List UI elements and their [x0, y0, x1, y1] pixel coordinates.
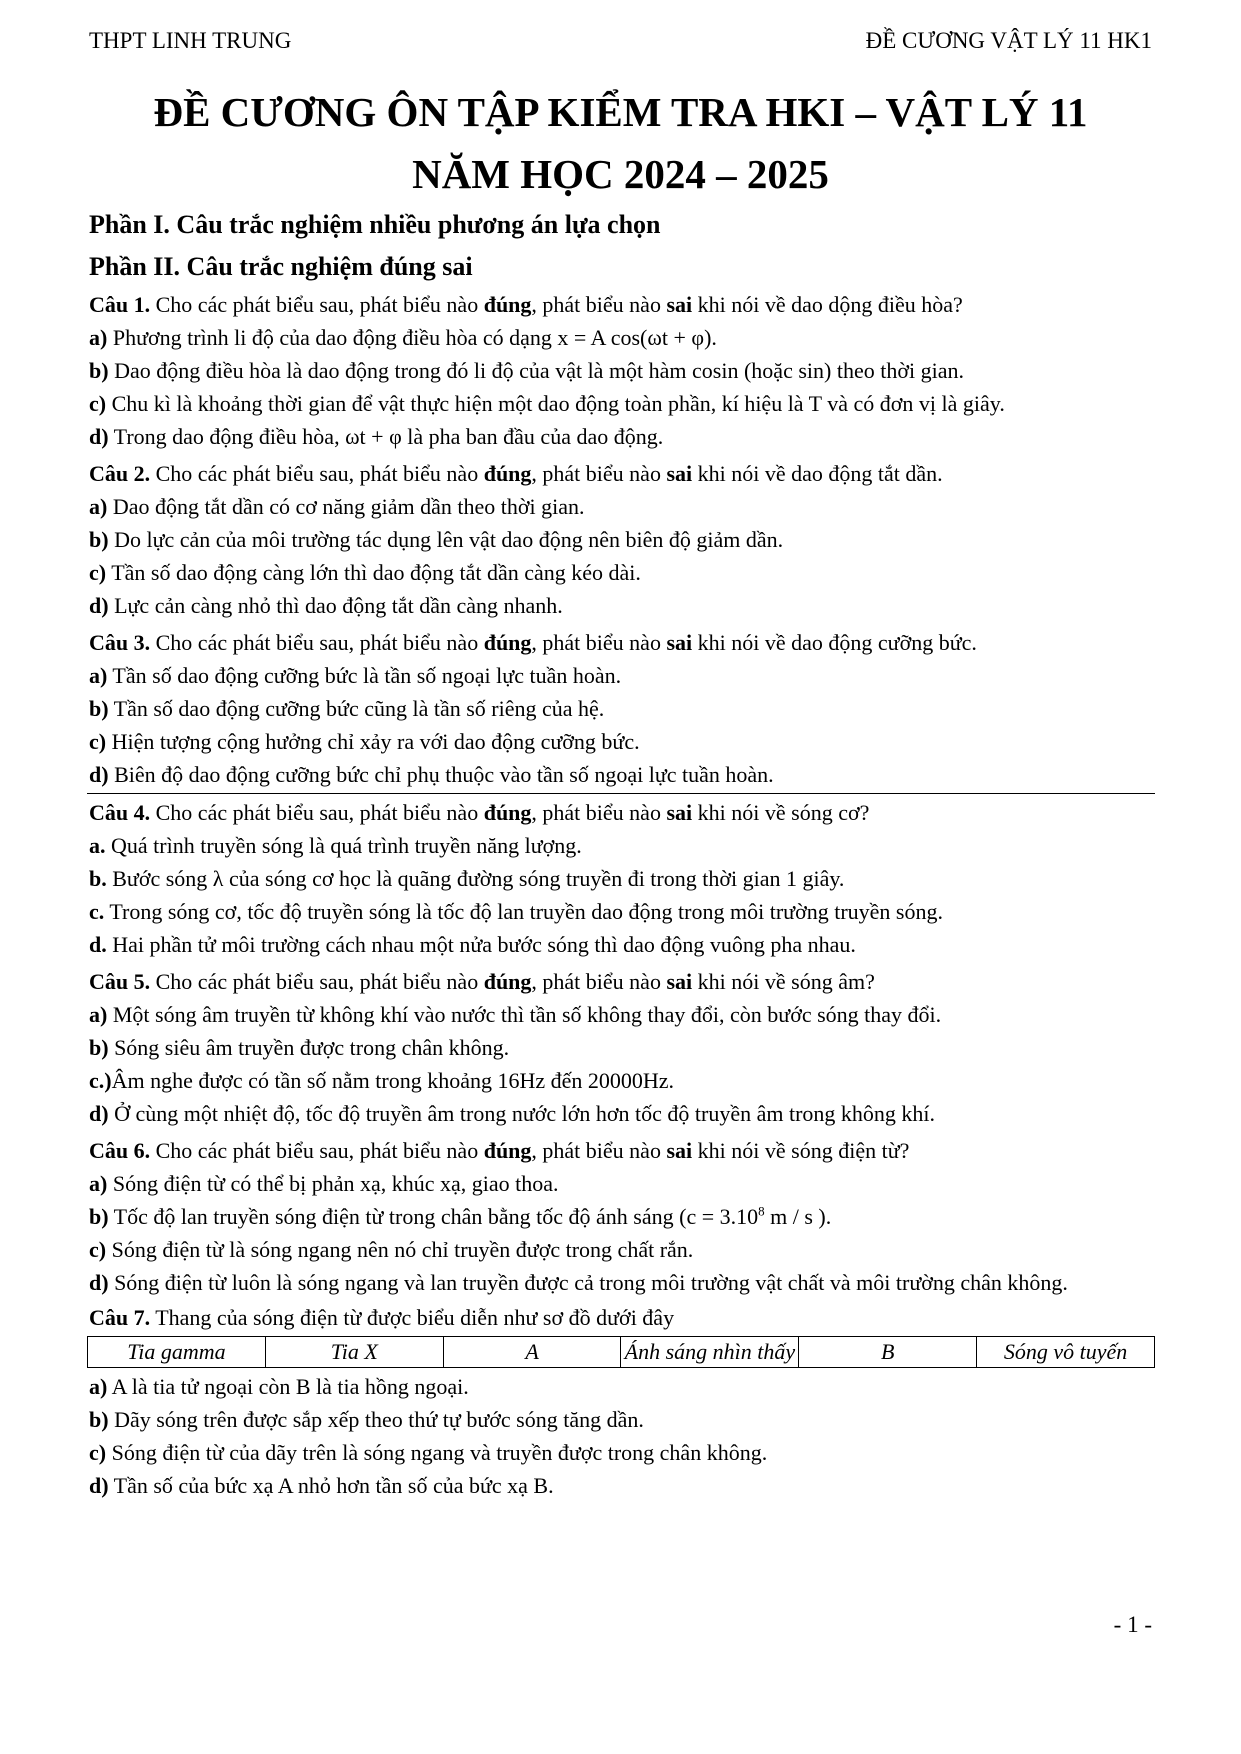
option-text: Một sóng âm truyền từ không khí vào nước thì tần số không thay đổi, còn bước sóng thay đổi. — [107, 1002, 942, 1027]
part-2-heading: Phần II. Câu trắc nghiệm đúng sai — [89, 252, 473, 281]
option-text: Tần số dao động càng lớn thì dao động tắt dần càng kéo dài. — [106, 560, 641, 585]
option-text: Sóng điện từ luôn là sóng ngang và lan truyền được cả trong môi trường vật chất và môi trường chân không. — [108, 1270, 1068, 1295]
section-divider — [87, 793, 1155, 794]
question-6 — [89, 1134, 1159, 1299]
question-stem — [89, 457, 1159, 490]
stem-text: khi nói về — [692, 461, 792, 486]
question-stem — [89, 288, 1159, 321]
option-text: Dãy sóng trên được sắp xếp theo thứ tự bước sóng tăng dần. — [108, 1407, 644, 1432]
option-text: Dao động tắt dần có cơ năng giảm dần theo thời gian. — [107, 494, 585, 519]
table-cell: Sóng vô tuyến — [977, 1337, 1155, 1368]
table-cell: B — [799, 1337, 977, 1368]
stem-keyword-true: đúng — [483, 292, 532, 317]
option-d — [89, 928, 1159, 961]
option-c — [89, 387, 1159, 420]
option-text: Âm nghe được có tần số nằm trong khoảng 16Hz đến 20000Hz. — [111, 1068, 675, 1093]
part-1-heading: Phần I. Câu trắc nghiệm nhiều phương án lựa chọn — [89, 210, 661, 239]
option-key: a) — [89, 494, 108, 519]
option-text: Tần số của bức xạ A nhỏ hơn tần số của bức xạ B. — [108, 1473, 554, 1498]
option-key: d) — [89, 1473, 109, 1498]
option-text: Phương trình li độ của dao động điều hòa có dạng x = A cos(ωt + φ). — [107, 325, 717, 350]
option-b — [89, 1200, 1159, 1233]
question-stem — [89, 1301, 1159, 1334]
option-b — [89, 862, 1159, 895]
option-a — [89, 829, 1159, 862]
option-d — [89, 1266, 1159, 1299]
option-text: Hai phần tử môi trường cách nhau một nửa bước sóng thì dao động vuông pha nhau. — [106, 932, 856, 957]
option-key: a) — [89, 1374, 108, 1399]
stem-text: , phát biểu nào — [531, 630, 667, 655]
question-label: Câu 1. — [89, 292, 151, 317]
option-text: Dao động điều hòa là dao động trong đó li độ của vật là một hàm cosin (hoặc sin) theo thời gian. — [108, 358, 964, 383]
option-key: d. — [89, 932, 107, 957]
option-text: Sóng siêu âm truyền được trong chân không. — [108, 1035, 510, 1060]
question-stem — [89, 1134, 1159, 1167]
question-topic: dao dộng điều hòa? — [791, 292, 963, 317]
option-c — [89, 1064, 1159, 1097]
question-4 — [89, 796, 1159, 961]
question-topic: dao động cưỡng bức. — [791, 630, 977, 655]
option-c — [89, 895, 1159, 928]
stem-keyword-false: sai — [666, 969, 693, 994]
stem-text: khi nói về — [692, 292, 792, 317]
option-a — [89, 1167, 1159, 1200]
option-key: d) — [89, 1101, 109, 1126]
option-c — [89, 1436, 1159, 1469]
table-cell: Tia gamma — [88, 1337, 266, 1368]
option-d — [89, 420, 1159, 453]
question-1 — [89, 288, 1159, 453]
option-key: d) — [89, 762, 109, 787]
stem-text: Cho các phát biểu sau, phát biểu nào — [150, 800, 484, 825]
option-key: b) — [89, 1035, 109, 1060]
question-topic: sóng cơ? — [791, 800, 870, 825]
option-c — [89, 556, 1159, 589]
option-key: c. — [89, 899, 105, 924]
option-text: Quá trình truyền sóng là quá trình truyền năng lượng. — [105, 833, 582, 858]
option-key: a) — [89, 325, 108, 350]
question-topic: dao động tắt dần. — [791, 461, 943, 486]
option-key: b. — [89, 866, 107, 891]
option-key: b) — [89, 358, 109, 383]
table-cell: A — [443, 1337, 621, 1368]
question-label: Câu 6. — [89, 1138, 151, 1163]
option-key: c) — [89, 560, 107, 585]
option-superscript: 8 — [758, 1203, 765, 1219]
stem-keyword-false: sai — [666, 292, 693, 317]
stem-keyword-true: đúng — [483, 630, 532, 655]
question-5 — [89, 965, 1159, 1130]
stem-keyword-false: sai — [666, 800, 693, 825]
question-list — [89, 288, 1159, 1299]
option-key: d) — [89, 1270, 109, 1295]
stem-keyword-false: sai — [666, 630, 693, 655]
question-label: Câu 5. — [89, 969, 151, 994]
question-stem — [89, 796, 1159, 829]
option-text-tail: m / s ). — [764, 1204, 832, 1229]
header-subject: ĐỀ CƯƠNG VẬT LÝ 11 HK1 — [865, 28, 1152, 53]
option-b — [89, 1031, 1159, 1064]
table-cell: Tia X — [265, 1337, 443, 1368]
option-key: d) — [89, 593, 109, 618]
option-b — [89, 692, 1159, 725]
stem-text: , phát biểu nào — [531, 969, 667, 994]
document-subtitle: NĂM HỌC 2024 – 2025 — [412, 151, 829, 197]
stem-text: Cho các phát biểu sau, phát biểu nào — [150, 292, 484, 317]
option-key: c) — [89, 391, 107, 416]
option-key: a) — [89, 663, 108, 688]
question-label: Câu 2. — [89, 461, 151, 486]
document-body — [89, 206, 1159, 1502]
option-text: Ở cùng một nhiệt độ, tốc độ truyền âm trong nước lớn hơn tốc độ truyền âm trong không khí. — [108, 1101, 936, 1126]
question-2 — [89, 457, 1159, 622]
option-b — [89, 523, 1159, 556]
option-c — [89, 1233, 1159, 1266]
question-label: Câu 7. — [89, 1305, 151, 1330]
option-text: Trong dao động điều hòa, ωt + φ là pha ban đầu của dao động. — [108, 424, 664, 449]
stem-keyword-false: sai — [666, 1138, 693, 1163]
option-text: Tần số dao động cưỡng bức cũng là tần số riêng của hệ. — [108, 696, 605, 721]
option-key: b) — [89, 696, 109, 721]
stem-text: , phát biểu nào — [531, 1138, 667, 1163]
option-d — [89, 589, 1159, 622]
option-b — [89, 354, 1159, 387]
question-7 — [89, 1301, 1159, 1502]
option-key: c) — [89, 1237, 107, 1262]
stem-text: Cho các phát biểu sau, phát biểu nào — [150, 630, 484, 655]
option-text: Lực cản càng nhỏ thì dao động tắt dần càng nhanh. — [108, 593, 563, 618]
stem-text: Cho các phát biểu sau, phát biểu nào — [150, 969, 484, 994]
option-key: b) — [89, 1407, 109, 1432]
option-a — [89, 490, 1159, 523]
option-text: Do lực cản của môi trường tác dụng lên vật dao động nên biên độ giảm dần. — [108, 527, 784, 552]
option-text: Sóng điện từ có thể bị phản xạ, khúc xạ, giao thoa. — [107, 1171, 559, 1196]
option-a — [89, 1370, 1159, 1403]
stem-keyword-true: đúng — [483, 461, 532, 486]
stem-text: khi nói về — [692, 969, 792, 994]
question-3 — [89, 626, 1159, 791]
page-header — [89, 28, 1152, 60]
question-label: Câu 3. — [89, 630, 151, 655]
stem-text: , phát biểu nào — [531, 800, 667, 825]
stem-text: Cho các phát biểu sau, phát biểu nào — [150, 1138, 484, 1163]
option-key: c) — [89, 729, 107, 754]
option-a — [89, 659, 1159, 692]
option-d — [89, 1097, 1159, 1130]
stem-keyword-true: đúng — [483, 969, 532, 994]
option-a — [89, 321, 1159, 354]
option-key: b) — [89, 527, 109, 552]
stem-keyword-true: đúng — [483, 800, 532, 825]
stem-text: , phát biểu nào — [531, 461, 667, 486]
option-text: Tốc độ lan truyền sóng điện từ trong chân bằng tốc độ ánh sáng (c = 3.10 — [108, 1204, 759, 1229]
option-text: Biên độ dao động cưỡng bức chỉ phụ thuộc vào tần số ngoại lực tuần hoàn. — [108, 762, 774, 787]
option-key: a) — [89, 1171, 108, 1196]
option-key: a) — [89, 1002, 108, 1027]
stem-keyword-false: sai — [666, 461, 693, 486]
stem-text: , phát biểu nào — [531, 292, 667, 317]
document-title: ĐỀ CƯƠNG ÔN TẬP KIỂM TRA HKI – VẬT LÝ 11 — [153, 89, 1088, 135]
header-school: THPT LINH TRUNG — [89, 28, 292, 53]
table-cell: Ánh sáng nhìn thấy — [621, 1337, 799, 1368]
option-key: c) — [89, 1440, 107, 1465]
option-text: Chu kì là khoảng thời gian để vật thực hiện một dao động toàn phần, kí hiệu là T và có đơn vị là giây. — [106, 391, 1005, 416]
option-key: b) — [89, 1204, 109, 1229]
table-row — [88, 1337, 1155, 1368]
option-c — [89, 725, 1159, 758]
option-key: c.) — [89, 1068, 112, 1093]
option-key: a. — [89, 833, 106, 858]
stem-text: khi nói về — [692, 1138, 792, 1163]
option-a — [89, 998, 1159, 1031]
question-stem — [89, 626, 1159, 659]
question-topic: sóng âm? — [791, 969, 875, 994]
question-topic: sóng điện từ? — [791, 1138, 910, 1163]
option-text: Tần số dao động cưỡng bức là tần số ngoại lực tuần hoàn. — [107, 663, 622, 688]
option-key: d) — [89, 424, 109, 449]
stem-keyword-true: đúng — [483, 1138, 532, 1163]
option-d — [89, 1469, 1159, 1502]
spectrum-table — [87, 1336, 1155, 1368]
page-number: - 1 - — [1113, 1612, 1152, 1637]
option-text: Sóng điện từ là sóng ngang nên nó chỉ truyền được trong chất rắn. — [106, 1237, 694, 1262]
question-label: Câu 4. — [89, 800, 151, 825]
stem-text: khi nói về — [692, 800, 792, 825]
option-b — [89, 1403, 1159, 1436]
stem-text: Cho các phát biểu sau, phát biểu nào — [150, 461, 484, 486]
option-text: Trong sóng cơ, tốc độ truyền sóng là tốc độ lan truyền dao động trong môi trường truyền sóng. — [104, 899, 943, 924]
question-stem-text: Thang của sóng điện từ được biểu diễn như sơ đồ dưới đây — [150, 1305, 675, 1330]
question-stem — [89, 965, 1159, 998]
option-text: Sóng điện từ của dãy trên là sóng ngang và truyền được trong chân không. — [106, 1440, 768, 1465]
option-text: Hiện tượng cộng hưởng chỉ xảy ra với dao động cưỡng bức. — [106, 729, 640, 754]
option-d — [89, 758, 1159, 791]
stem-text: khi nói về — [692, 630, 792, 655]
option-text: Bước sóng λ của sóng cơ học là quãng đường sóng truyền đi trong thời gian 1 giây. — [106, 866, 845, 891]
option-text: A là tia tử ngoại còn B là tia hồng ngoại. — [107, 1374, 469, 1399]
